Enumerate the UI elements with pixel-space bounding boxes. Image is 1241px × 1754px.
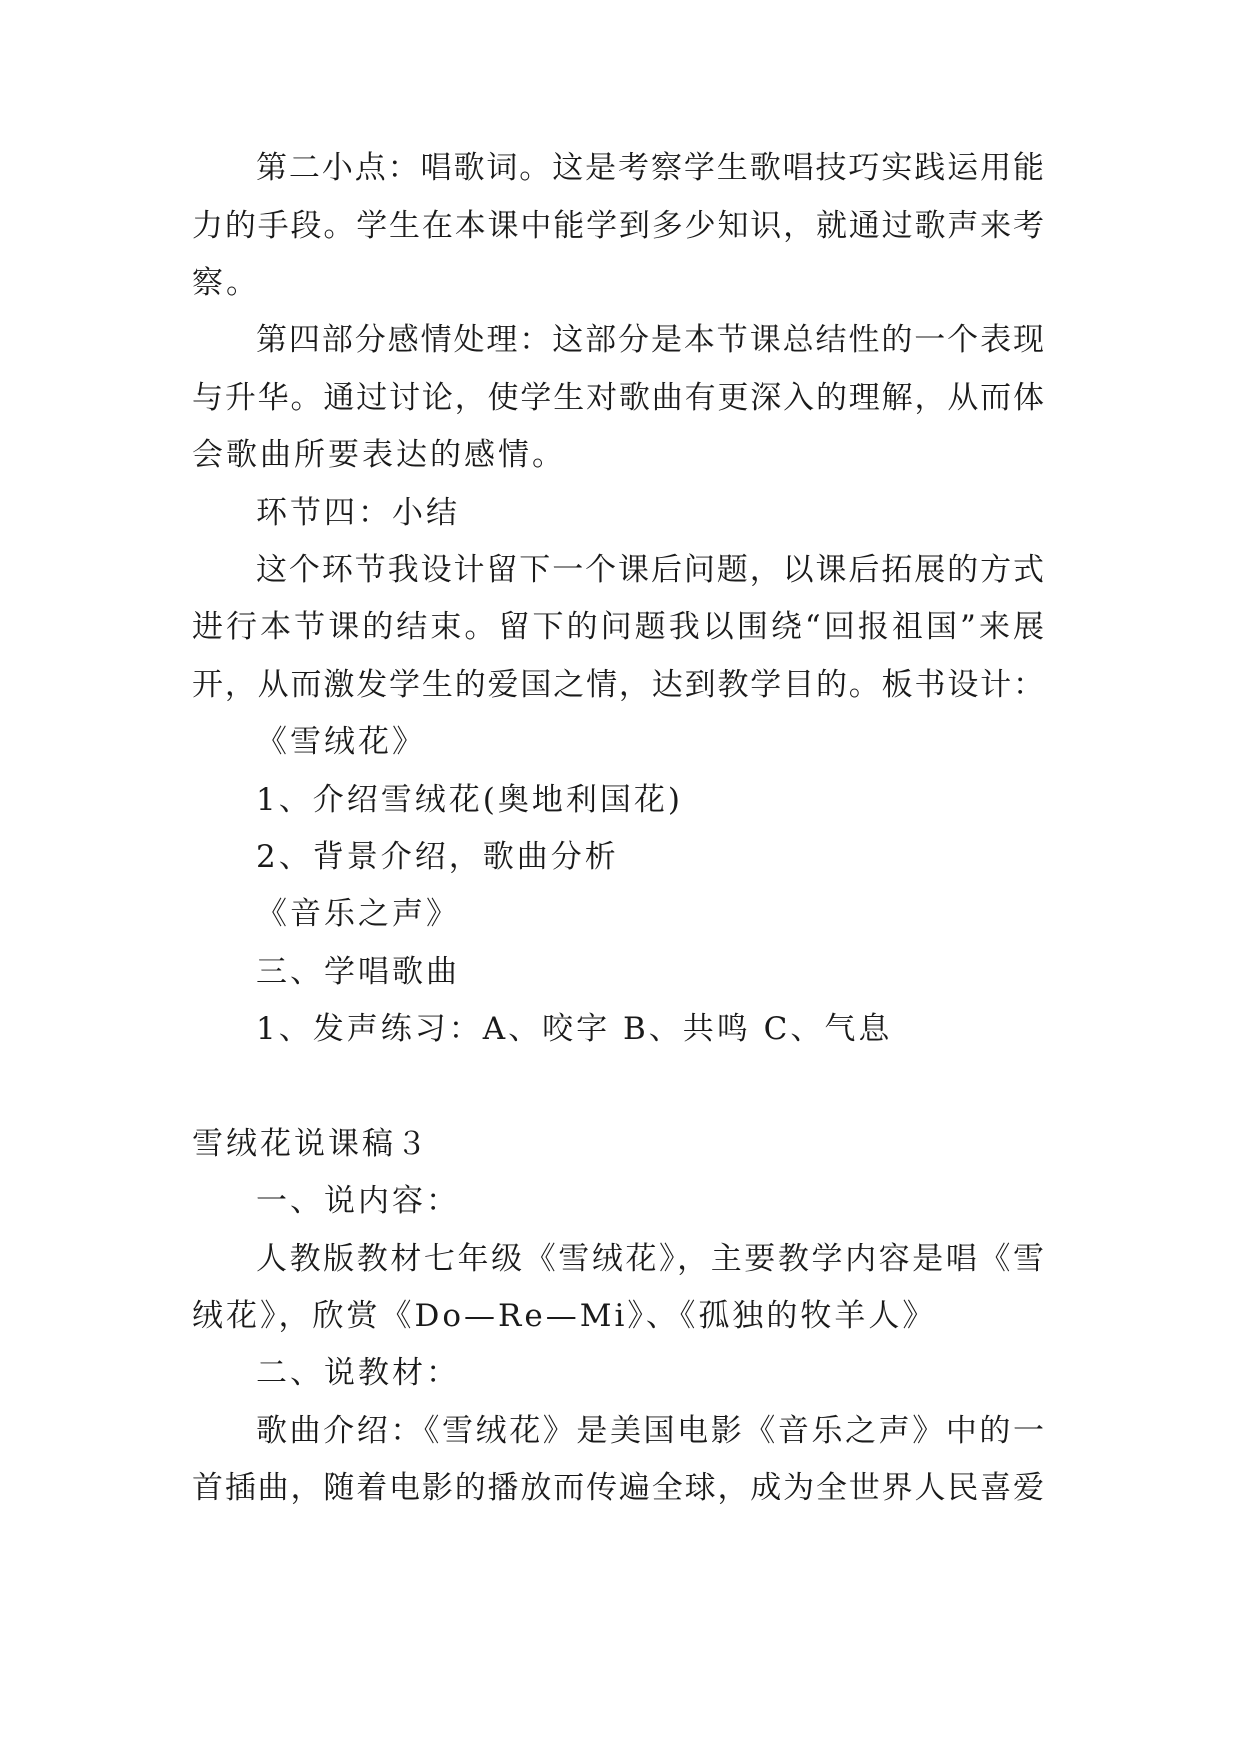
- board-title: 《雪绒花》: [256, 724, 426, 760]
- board-subtitle: 《音乐之声》: [256, 896, 460, 932]
- paragraph-line: 开，从而激发学生的爱国之情，达到教学目的。板书设计：: [192, 667, 1044, 703]
- paragraph-line: 歌曲介绍：《雪绒花》是美国电影《音乐之声》中的一: [256, 1413, 1044, 1449]
- board-section: 三、学唱歌曲: [256, 954, 460, 990]
- paragraph-line: 人教版教材七年级《雪绒花》，主要教学内容是唱《雪: [256, 1241, 1044, 1277]
- section-heading: 一、说内容：: [256, 1183, 460, 1219]
- paragraph-line: 绒花》，欣赏《Do—Re—Mi》、《孤独的牧羊人》: [192, 1298, 937, 1334]
- board-item: 1、发声练习：A、咬字 B、共鸣 C、气息: [256, 1011, 893, 1047]
- section-heading: 环节四：小结: [256, 495, 460, 531]
- paragraph-line: 这个环节我设计留下一个课后问题，以课后拓展的方式: [256, 552, 1044, 588]
- paragraph-line: 力的手段。学生在本课中能学到多少知识，就通过歌声来考: [192, 208, 1044, 244]
- paragraph-line: 会歌曲所要表达的感情。: [192, 437, 566, 473]
- board-item: 1、介绍雪绒花(奥地利国花): [256, 782, 683, 818]
- board-item: 2、背景介绍，歌曲分析: [256, 839, 619, 875]
- document-heading: 雪绒花说课稿３: [192, 1126, 430, 1162]
- paragraph-line: 第四部分感情处理：这部分是本节课总结性的一个表现: [256, 322, 1044, 358]
- paragraph-line: 第二小点：唱歌词。这是考察学生歌唱技巧实践运用能: [256, 150, 1044, 186]
- paragraph-line: 进行本节课的结束。留下的问题我以围绕“回报祖国”来展: [192, 609, 1044, 645]
- paragraph-line: 首插曲，随着电影的播放而传遍全球，成为全世界人民喜爱: [192, 1470, 1044, 1506]
- paragraph-line: 察。: [192, 265, 260, 301]
- paragraph-line: 与升华。通过讨论，使学生对歌曲有更深入的理解，从而体: [192, 380, 1044, 416]
- section-heading: 二、说教材：: [256, 1355, 460, 1391]
